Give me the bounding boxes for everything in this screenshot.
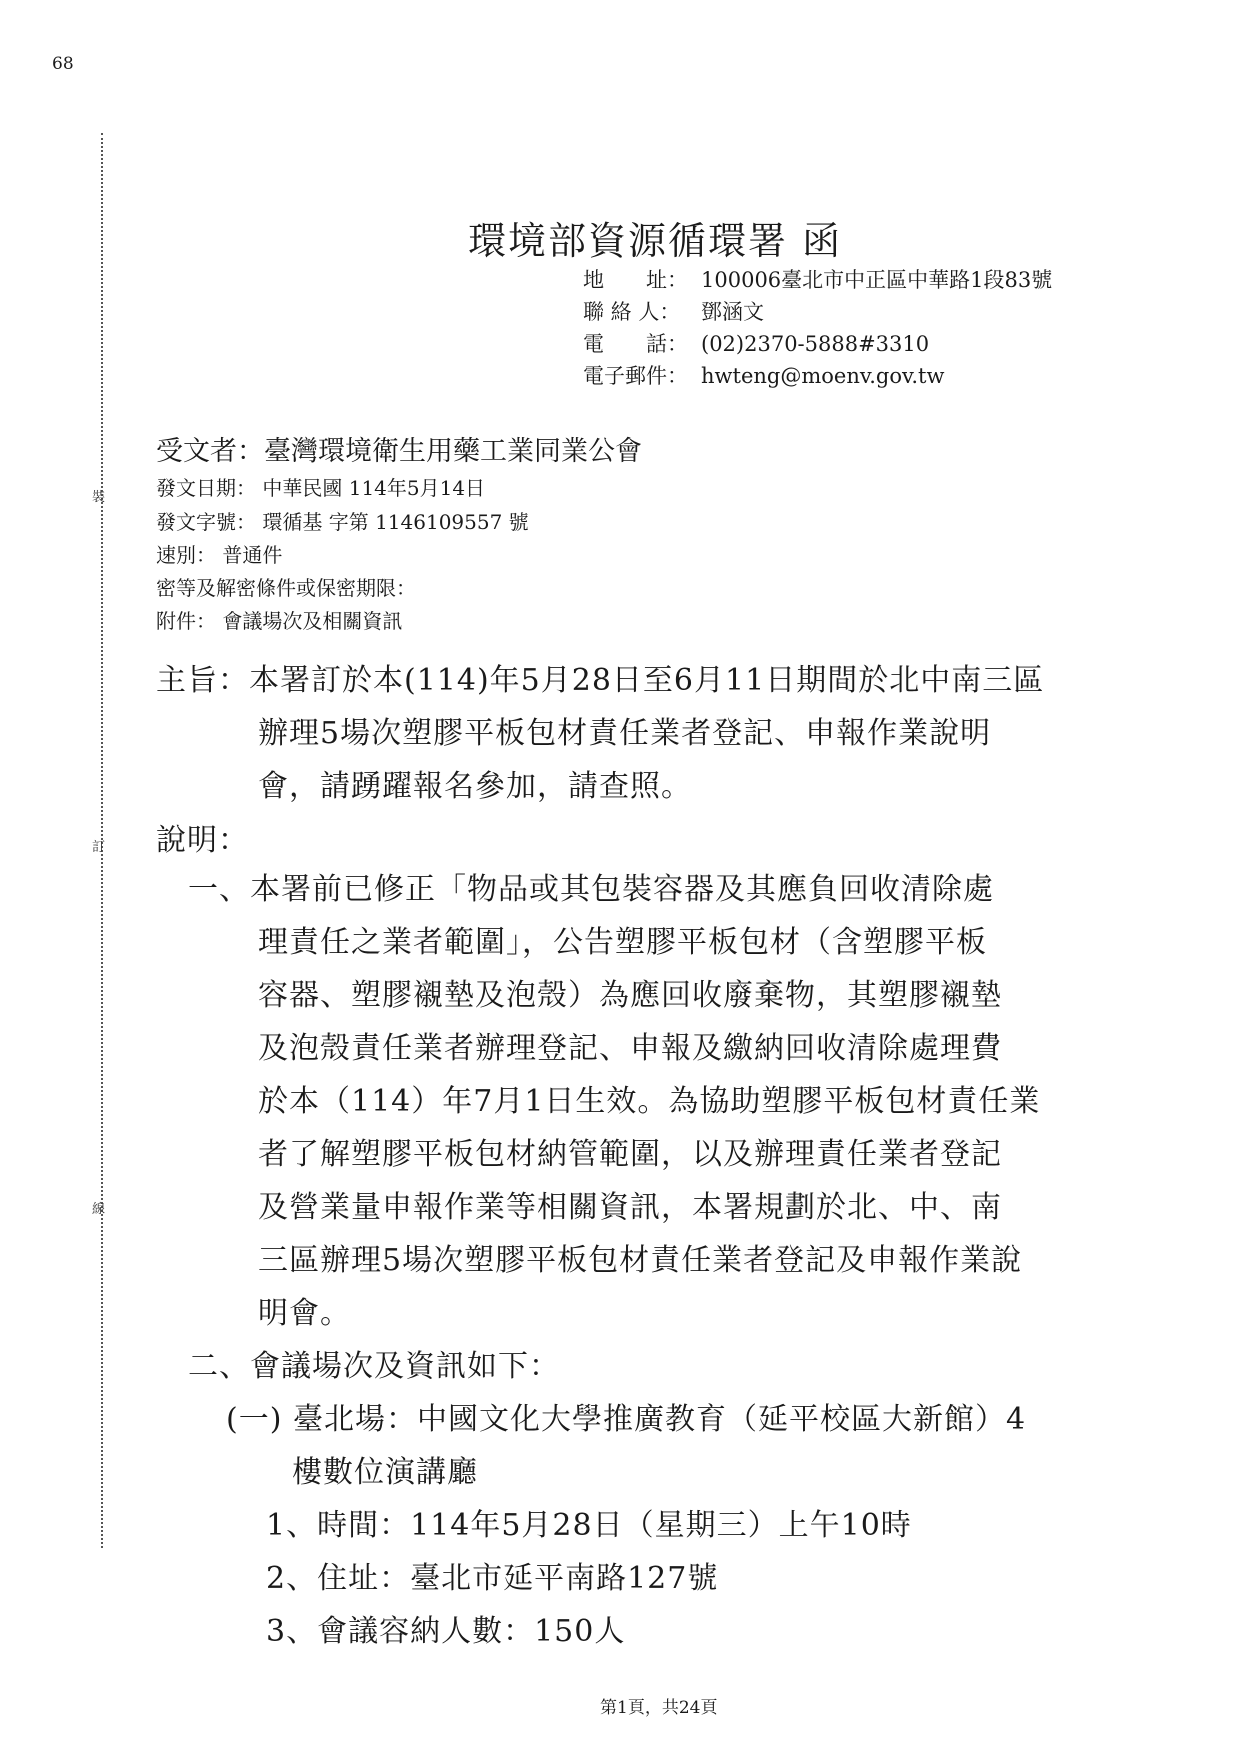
- explanation-line: 理責任之業者範圍」，公告塑膠平板包材（含塑膠平板: [258, 925, 987, 960]
- session-address: 2、住址：臺北市延平南路127號: [266, 1561, 719, 1596]
- page-number: 68: [52, 54, 74, 74]
- subject-line: 會，請踴躍報名參加，請查照。: [258, 769, 692, 804]
- binding-mark-top: 裝: [92, 490, 106, 505]
- contact-address: [583, 264, 1052, 294]
- explanation-line: 三區辦理5場次塑膠平板包材責任業者登記及申報作業說: [258, 1243, 1023, 1278]
- contact-person: [583, 296, 764, 326]
- explanation-line: 及營業量申報作業等相關資訊，本署規劃於北、中、南: [258, 1190, 1002, 1225]
- contact-value: (02)2370-5888#3310: [701, 332, 930, 356]
- issue-date: 發文日期： 中華民國 114年5月14日: [156, 476, 486, 500]
- contact-label: 聯 絡 人：: [583, 300, 681, 324]
- explanation-line: 者了解塑膠平板包材納管範圍，以及辦理責任業者登記: [258, 1137, 1002, 1172]
- contact-phone: [583, 328, 929, 358]
- session-venue-line: (一) 臺北場：中國文化大學推廣教育（延平校區大新館）4: [226, 1402, 1027, 1437]
- session-venue-line: 樓數位演講廳: [292, 1455, 478, 1490]
- contact-value: 100006臺北市中正區中華路1段83號: [701, 268, 1053, 292]
- explanation-line: 於本（114）年7月1日生效。為協助塑膠平板包材責任業: [258, 1084, 1041, 1119]
- explanation-line: 及泡殼責任業者辦理登記、申報及繳納回收清除處理費: [258, 1031, 1002, 1066]
- contact-value: 鄧涵文: [701, 300, 764, 324]
- subject-line: 主旨：本署訂於本(114)年5月28日至6月11日期間於北中南三區: [156, 663, 1045, 698]
- attachment: 附件： 會議場次及相關資訊: [156, 609, 403, 633]
- contact-label: 地 址：: [583, 268, 688, 292]
- explanation-line: 一、本署前已修正「物品或其包裝容器及其應負回收清除處: [188, 872, 994, 907]
- explanation-line: 容器、塑膠襯墊及泡殼）為應回收廢棄物，其塑膠襯墊: [258, 978, 1002, 1013]
- page-footer: 第1頁，共24頁: [600, 1698, 718, 1718]
- secrecy-level: 密等及解密條件或保密期限：: [156, 576, 416, 600]
- document-number: 發文字號： 環循基 字第 1146109557 號: [156, 510, 529, 534]
- contact-value: hwteng@moenv.gov.tw: [701, 364, 945, 388]
- session-time: 1、時間：114年5月28日（星期三）上午10時: [266, 1508, 912, 1543]
- binding-mark-bottom: 線: [92, 1202, 106, 1217]
- contact-label: 電子郵件：: [583, 364, 688, 388]
- contact-label: 電 話：: [583, 332, 688, 356]
- explanation-item-2: 二、會議場次及資訊如下：: [188, 1349, 560, 1384]
- recipient: 受文者：臺灣環境衛生用藥工業同業公會: [156, 436, 642, 467]
- session-capacity: 3、會議容納人數：150人: [266, 1614, 626, 1649]
- delivery-speed: 速別： 普通件: [156, 543, 283, 567]
- explanation-line: 明會。: [258, 1296, 351, 1331]
- document-title: 環境部資源循環署 函: [468, 219, 843, 263]
- subject-line: 辦理5場次塑膠平板包材責任業者登記、申報作業說明: [258, 716, 992, 751]
- explanation-label: 說明：: [156, 823, 249, 858]
- binding-mark-middle: 訂: [92, 840, 106, 855]
- contact-email: [583, 360, 944, 390]
